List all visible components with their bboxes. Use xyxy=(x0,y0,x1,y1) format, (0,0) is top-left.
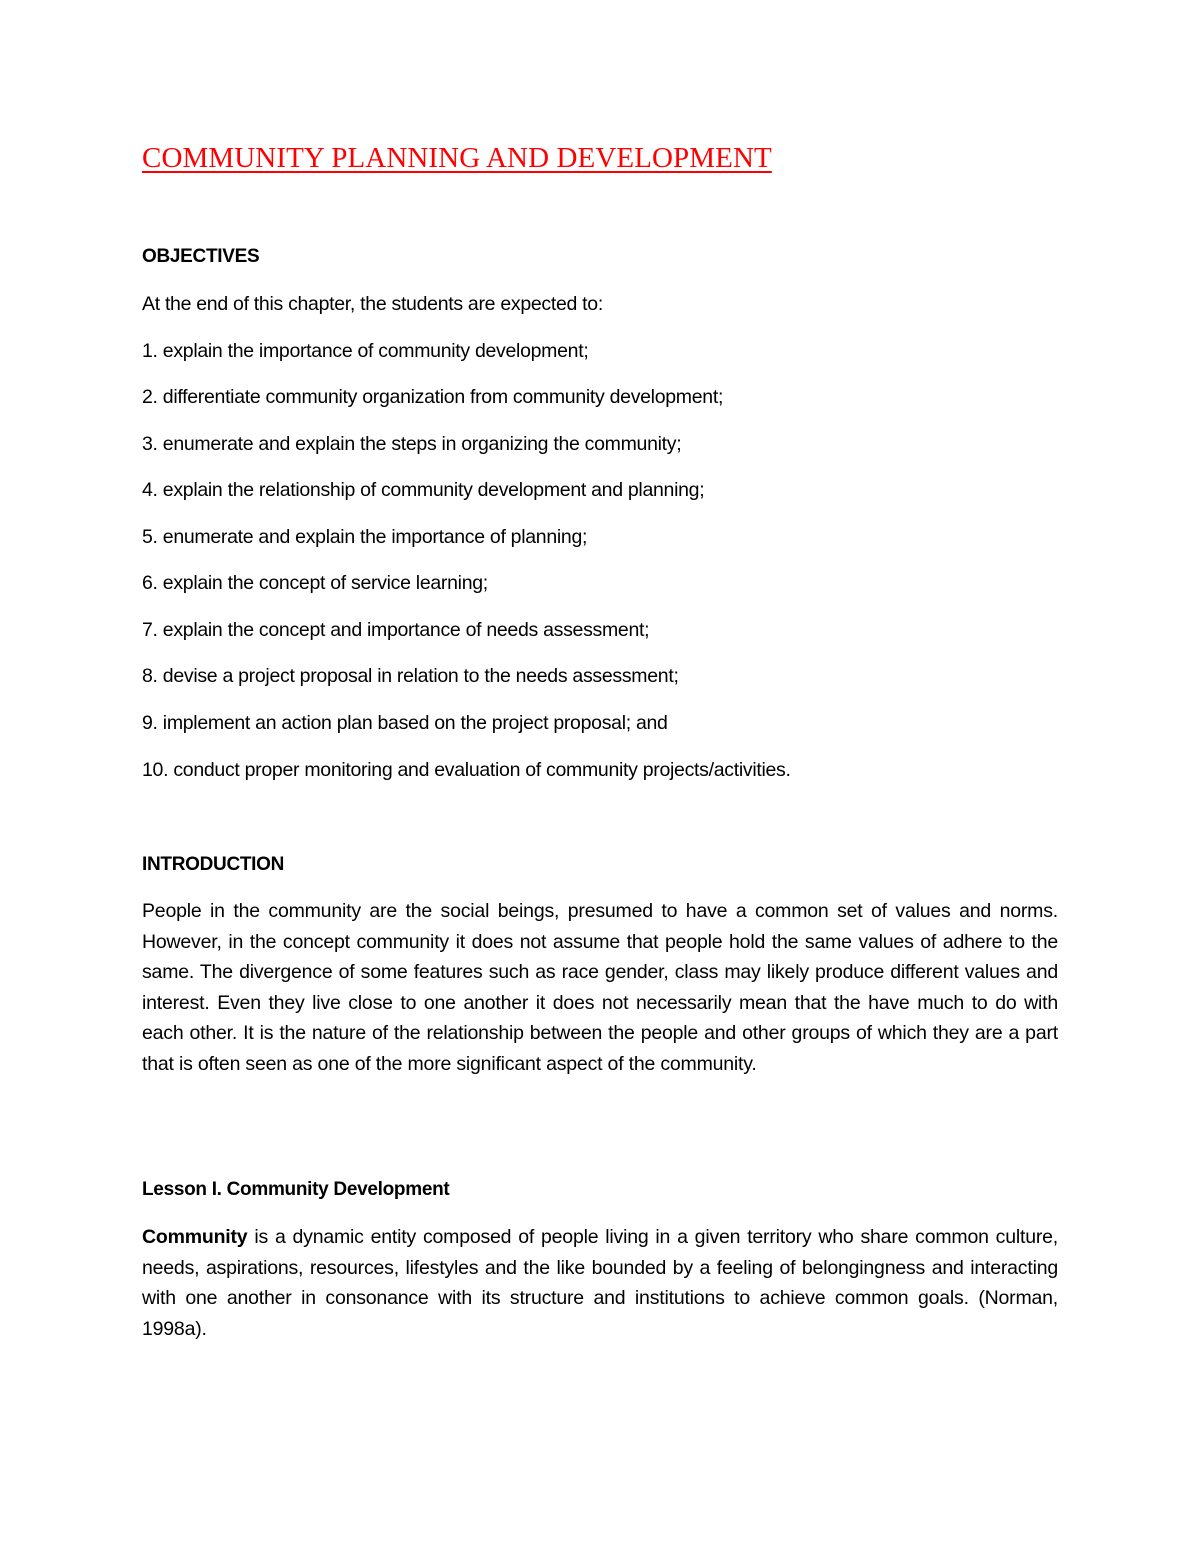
introduction-heading: INTRODUCTION xyxy=(142,854,285,875)
lesson-definition-paragraph xyxy=(142,1222,1058,1344)
objective-item: 6. explain the concept of service learning; xyxy=(142,572,488,594)
objective-item: 5. enumerate and explain the importance of planning; xyxy=(142,526,588,548)
objective-item: 8. devise a project proposal in relation to the needs assessment; xyxy=(142,665,679,687)
objective-item: 7. explain the concept and importance of needs assessment; xyxy=(142,619,650,641)
objective-item: 10. conduct proper monitoring and evaluation of community projects/activities. xyxy=(142,759,791,781)
objective-item: 2. differentiate community organization from community development; xyxy=(142,386,724,408)
document-title: COMMUNITY PLANNING AND DEVELOPMENT xyxy=(142,142,772,174)
objective-item: 4. explain the relationship of community development and planning; xyxy=(142,479,705,501)
objectives-intro: At the end of this chapter, the students are expected to: xyxy=(142,293,603,315)
objective-item: 1. explain the importance of community development; xyxy=(142,340,589,362)
definition-text: is a dynamic entity composed of people living in a given territory who share common culture, needs, aspirations, resources, lifestyles and the like bounded by a feeling of belongingness and interacting with one another in consonance with its structure and institutions to achieve common goals. (Norman, 1998a). xyxy=(142,1226,1058,1340)
objective-item: 9. implement an action plan based on the project proposal; and xyxy=(142,712,668,734)
objective-item: 3. enumerate and explain the steps in organizing the community; xyxy=(142,433,682,455)
lesson-heading: Lesson I. Community Development xyxy=(142,1179,450,1200)
introduction-paragraph: People in the community are the social beings, presumed to have a common set of values and norms. However, in the concept community it does not assume that people hold the same values of adhere to the same. The divergence of some features such as race gender, class may likely produce different values and interest. Even they live close to one another it does not necessarily mean that the have much to do with each other. It is the nature of the relationship between the people and other groups of which they are a part that is often seen as one of the more significant aspect of the community. xyxy=(142,900,1058,1075)
definition-term: Community xyxy=(142,1226,248,1248)
objectives-heading: OBJECTIVES xyxy=(142,246,260,267)
